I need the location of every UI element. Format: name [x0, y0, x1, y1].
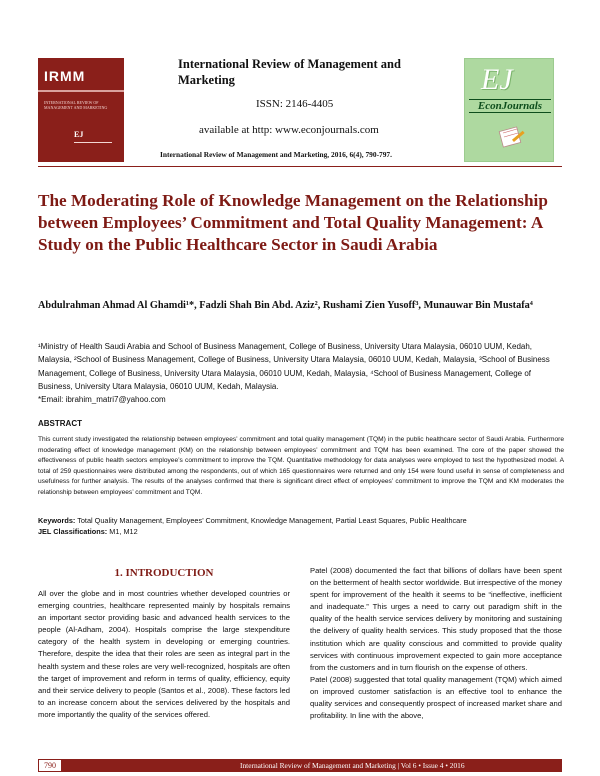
page-number: 790 [38, 759, 62, 772]
authors: Abdulrahman Ahmad Al Ghamdi¹*, Fadzli Shah Bin Abd. Aziz², Rushami Zien Yusoff³, Munauwar Bin Mustafa⁴ [38, 300, 533, 311]
cover-band [38, 90, 124, 92]
issn: ISSN: 2146-4405 [256, 98, 334, 110]
cover-footer-logo: EJ [74, 130, 84, 139]
availability-link[interactable]: available at http: www.econjournals.com [199, 124, 379, 136]
keywords: Total Quality Management, Employees’ Commitment, Knowledge Management, Partial Least Squares, Public Healthcare [77, 516, 467, 525]
affiliations [38, 340, 563, 406]
paragraph: Patel (2008) suggested that total quality management (TQM) which aimed on improved customer satisfaction is an effective tool to enhance the quality services and consequently prospect of increased market share and profitability. In line with the above, [310, 674, 562, 721]
paper-title: The Moderating Role of Knowledge Management on the Relationship between Employees’ Commitment and Total Quality Management: A Study on the Public Healthcare Sector in Saudi Arabia [38, 191, 548, 254]
paper-pencil-icon [493, 121, 529, 151]
econjournals-logo [464, 58, 554, 162]
cover-title: IRMM [44, 68, 86, 84]
cover-footer [74, 130, 118, 154]
cover-subtitle: INTERNATIONAL REVIEW OF MANAGEMENT AND MARKETING [44, 100, 108, 110]
logo-letters: EJ [481, 63, 513, 96]
logo-name: EconJournals [469, 99, 551, 113]
section-heading-introduction: 1. INTRODUCTION [114, 567, 214, 579]
body-column-left [38, 588, 290, 721]
body-column-right [310, 565, 562, 722]
abstract-heading: ABSTRACT [38, 419, 82, 428]
contact-email[interactable]: *Email: ibrahim_matri7@yahoo.com [38, 395, 166, 405]
keywords-block [38, 516, 564, 537]
jel-label: JEL Classifications: [38, 526, 108, 536]
citation: International Review of Management and Marketing, 2016, 6(4), 790-797. [160, 150, 392, 159]
header-rule [38, 166, 562, 167]
affiliations-text: ¹Ministry of Health Saudi Arabia and School of Business Management, College of Business, University Utara Malaysia, 06010 UUM, Kedah, Malaysia, ²School of Business Management, College of Business, University Utara Malaysia, 06010 UUM, Kedah, Malaysia, ³School of Business Management, College of Business, University Utara Malaysia, 06010 UUM, Kedah, Malaysia, ⁴School of Business Management, College of Business, University Utara Malaysia, 06010 UUM, Kedah, Malaysia. [38, 342, 550, 391]
journal-cover-thumbnail [38, 58, 124, 162]
footer-journal-issue: International Review of Management and Marketing | Vol 6 • Issue 4 • 2016 [240, 761, 465, 770]
journal-title: International Review of Management and Marketing [178, 57, 401, 87]
paragraph: All over the globe and in most countries whether developed countries or emerging countries, healthcare represented mainly by hospitals remains an important sector providing basic and advanced health services to the people (Al-Adham, 2004). Hospitals comprise the large stexpenditure category of the health system in developing or emerging countries. Therefore, despite the idea that their roles are seen as integral part in the health system and these roles are very well-recognized, hospitals are often the target of improvement and reform in terms of quality, efficiency, equity and their service delivery to people (Santos et al., 2008). These factors led to an increase concern about the services delivered by the hospitals and more importantly the quality of the services offered. [38, 589, 290, 719]
paragraph: Patel (2008) documented the fact that billions of dollars have been spent on the betterment of health sector worldwide. But irrespective of the money spent for improvement of the health it seems to be “ineffective, inefficient and inadequate.” This urges a need to carry out paradigm shift in the quality of the health service services delivery by monitoring and sustaining the delivery of quality health services. This study proposed that the those institution which are quality conscious and committed to provide quality services with continuous improvement expected to gain more acceptance from the customers and in turn flourish on the expense of others. [310, 566, 562, 672]
abstract-text: This current study investigated the relationship between employees’ commitment and total quality management (TQM) in the public healthcare sector of Saudi Arabia. Furthermore moderating effect of knowledge management (KM) on the relationship between employees’ commitment and TQM has been examined. The core of the paper showed the effectiveness of public health sectors employee’s commitment to improve the TQM. Quantitative methodology for data analyses were employed to test the hypothesized model. A total of 259 questionnaires were distributed among the respondents, out of which 165 questionnaires were returned and only 154 were found useful in sense of completeness and usefulness for further analysis. The results of the analyses confirmed that there is significant direct effect of employees’ commitment to improve the TQM and KM moderates the relationship between employees’ commitment and TQM. [38, 436, 564, 496]
jel-codes: M1, M12 [109, 526, 138, 536]
keywords-label: Keywords: [38, 516, 76, 525]
